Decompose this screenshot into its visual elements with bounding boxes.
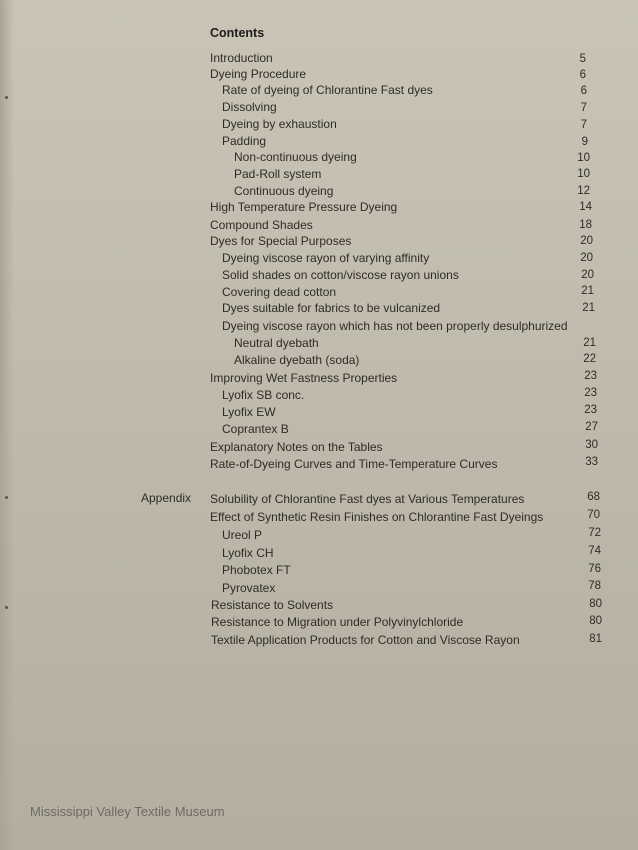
toc-entry-label: Lyofix SB conc. bbox=[222, 388, 305, 402]
toc-entry-label: Dyes for Special Purposes bbox=[210, 234, 352, 248]
toc-entry-label: Dyeing Procedure bbox=[210, 67, 307, 81]
page-title: Contents bbox=[210, 26, 265, 40]
toc-page-number: 27 bbox=[585, 421, 598, 433]
toc-page-number: 23 bbox=[584, 404, 597, 416]
toc-page-number: 10 bbox=[577, 168, 590, 180]
toc-page-number: 9 bbox=[581, 136, 588, 148]
toc-page-number: 21 bbox=[583, 337, 596, 349]
toc-page-number: 10 bbox=[577, 152, 590, 164]
toc-entry-label: Lyofix EW bbox=[222, 405, 276, 419]
toc-entry-label: Neutral dyebath bbox=[234, 336, 319, 350]
toc-page-number: 72 bbox=[588, 527, 601, 539]
toc-page-number: 81 bbox=[589, 633, 602, 645]
toc-page-number: 80 bbox=[589, 615, 602, 627]
toc-page-number: 20 bbox=[580, 252, 593, 264]
toc-entry-label: Covering dead cotton bbox=[222, 285, 337, 299]
appendix-label: Appendix bbox=[141, 491, 192, 505]
toc-entry-label: Resistance to Migration under Polyvinylchloride bbox=[211, 615, 464, 629]
toc-page-number: 21 bbox=[581, 285, 594, 297]
toc-page-number: 68 bbox=[587, 491, 600, 503]
toc-entry-label: Pad-Roll system bbox=[234, 167, 322, 181]
toc-entry-label: Resistance to Solvents bbox=[211, 598, 334, 612]
toc-entry-label: Dyeing by exhaustion bbox=[222, 117, 337, 131]
toc-entry-label: Compound Shades bbox=[210, 218, 313, 232]
toc-entry-label: Continuous dyeing bbox=[234, 184, 334, 198]
toc-page-number: 76 bbox=[588, 563, 601, 575]
toc-entry-label: Dissolving bbox=[222, 100, 277, 114]
museum-watermark: Mississippi Valley Textile Museum bbox=[30, 804, 225, 819]
toc-entry-label: Textile Application Products for Cotton and Viscose Rayon bbox=[211, 633, 520, 647]
toc-entry-label: High Temperature Pressure Dyeing bbox=[210, 200, 398, 214]
toc-page-number: 7 bbox=[580, 119, 587, 131]
toc-page-number: 33 bbox=[585, 456, 598, 468]
toc-page-number: 74 bbox=[588, 545, 601, 557]
toc-entry-label: Dyeing viscose rayon of varying affinity bbox=[222, 251, 430, 265]
toc-page-number: 18 bbox=[579, 219, 592, 231]
toc-page-number: 20 bbox=[581, 269, 594, 281]
toc-entry-label: Rate of dyeing of Chlorantine Fast dyes bbox=[222, 83, 433, 97]
toc-page-number: 21 bbox=[582, 302, 595, 314]
toc-entry-label: Rate-of-Dyeing Curves and Time-Temperature Curves bbox=[210, 457, 498, 471]
toc-page-number: 6 bbox=[580, 85, 587, 97]
toc-entry-label: Phobotex FT bbox=[222, 563, 291, 577]
toc-page-number: 14 bbox=[579, 201, 592, 213]
toc-entry-label: Ureol P bbox=[222, 528, 263, 542]
toc-entry-label: Solubility of Chlorantine Fast dyes at Various Temperatures bbox=[210, 492, 525, 506]
toc-entry-label: Improving Wet Fastness Properties bbox=[210, 371, 398, 385]
toc-page-number: 23 bbox=[584, 370, 597, 382]
toc-page-number: 12 bbox=[577, 185, 590, 197]
toc-page-number: 23 bbox=[584, 387, 597, 399]
toc-entry-label: Alkaline dyebath (soda) bbox=[234, 353, 360, 367]
toc-entry-label: Non-continuous dyeing bbox=[234, 150, 357, 164]
toc-page-number: 22 bbox=[583, 353, 596, 365]
toc-page-number: 80 bbox=[589, 598, 602, 610]
toc-entry-label: Pyrovatex bbox=[222, 581, 276, 595]
toc-entry-label: Lyofix CH bbox=[222, 546, 274, 560]
toc-entry-label: Solid shades on cotton/viscose rayon unions bbox=[222, 268, 459, 282]
toc-entry-label: Padding bbox=[222, 134, 267, 148]
toc-page-number: 6 bbox=[579, 69, 586, 81]
toc-page-number: 70 bbox=[587, 509, 600, 521]
toc-entry-label: Coprantex B bbox=[222, 422, 289, 436]
toc-page-number: 7 bbox=[580, 102, 587, 114]
toc-entry-label: Introduction bbox=[210, 51, 273, 65]
toc-page-number: 30 bbox=[585, 439, 598, 451]
toc-entry-label: Dyeing viscose rayon which has not been properly desulphurized bbox=[222, 319, 568, 333]
toc-entry-label: Effect of Synthetic Resin Finishes on Chlorantine Fast Dyeings bbox=[210, 510, 544, 524]
toc-page-number: 20 bbox=[580, 235, 593, 247]
toc-page-number: 78 bbox=[588, 580, 601, 592]
toc-entry-label: Explanatory Notes on the Tables bbox=[210, 440, 383, 454]
toc-entry-label: Dyes suitable for fabrics to be vulcanized bbox=[222, 301, 441, 315]
toc-page-number: 5 bbox=[579, 53, 586, 65]
